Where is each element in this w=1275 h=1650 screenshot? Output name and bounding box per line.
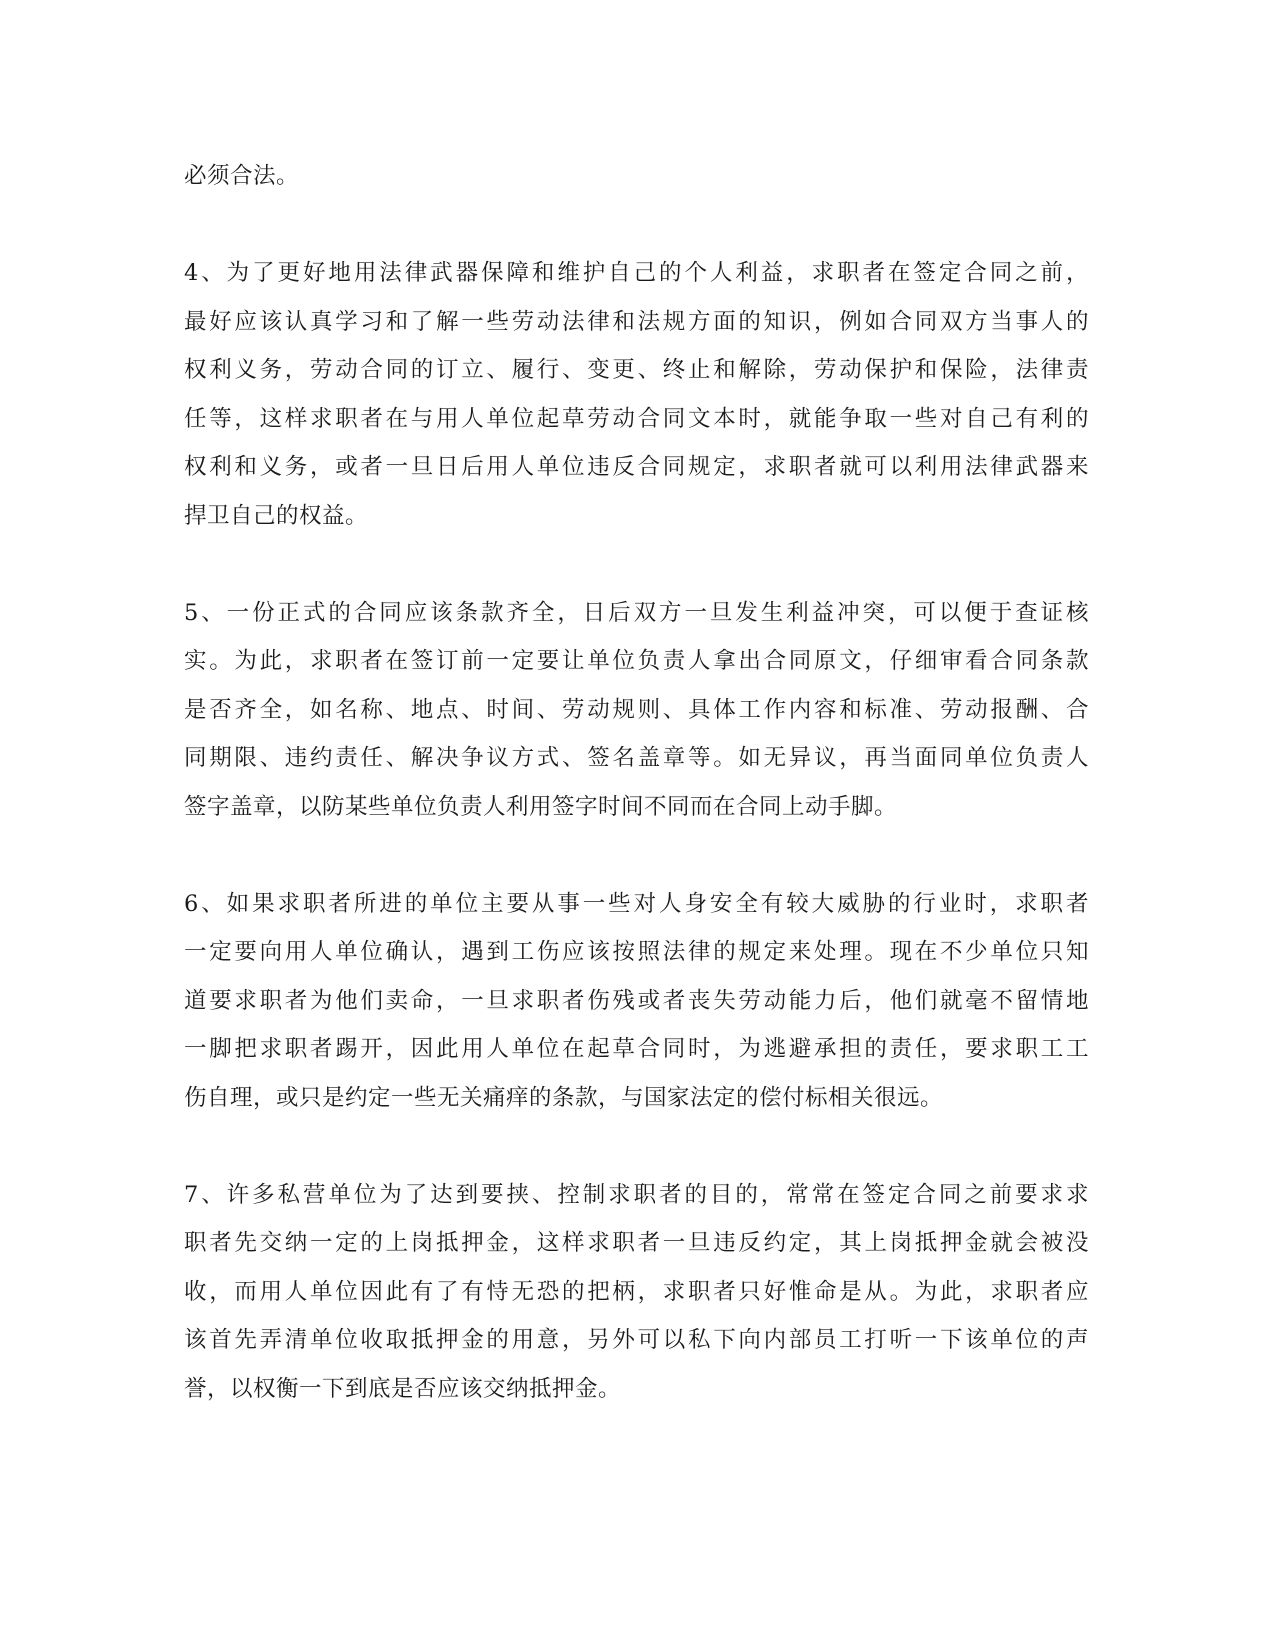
text-line: 捍卫自己的权益。: [184, 502, 369, 529]
text-line: 誉，以权衡一下到底是否应该交纳抵押金。: [184, 1375, 622, 1402]
text-line: 一定要向用人单位确认，遇到工伤应该按照法律的规定来处理。现在不少单位只知: [184, 939, 1089, 965]
text-line: 职者先交纳一定的上岗抵押金，这样求职者一旦违反约定，其上岗抵押金就会被没: [184, 1230, 1089, 1256]
text-line: 是否齐全，如名称、地点、时间、劳动规则、具体工作内容和标准、劳动报酬、合: [184, 696, 1089, 723]
text-line: 收，而用人单位因此有了有恃无恐的把柄，求职者只好惟命是从。为此，求职者应: [184, 1278, 1089, 1305]
paragraph-item-5: [184, 589, 1089, 832]
text-line: 伤自理，或只是约定一些无关痛痒的条款，与国家法定的偿付标相关很远。: [184, 1084, 944, 1111]
text-line: 权利义务，劳动合同的订立、履行、变更、终止和解除，劳动保护和保险，法律责: [184, 357, 1089, 383]
text-line: 实。为此，求职者在签订前一定要让单位负责人拿出合同原文，仔细审看合同条款: [184, 648, 1089, 674]
text-line: 6、如果求职者所进的单位主要从事一些对人身安全有较大威胁的行业时，求职者: [184, 890, 1089, 917]
text-line: 必须合法。: [184, 163, 300, 189]
paragraph-item-6: [184, 880, 1089, 1123]
text-line: 最好应该认真学习和了解一些劳动法律和法规方面的知识，例如合同双方当事人的: [184, 308, 1089, 335]
text-line: 一脚把求职者踢开，因此用人单位在起草合同时，为逃避承担的责任，要求职工工: [184, 1036, 1089, 1062]
text-line: 5、一份正式的合同应该条款齐全，日后双方一旦发生利益冲突，可以便于查证核: [184, 599, 1089, 626]
paragraph-continuation: [184, 152, 1089, 201]
text-line: 同期限、违约责任、解决争议方式、签名盖章等。如无异议，再当面同单位负责人: [184, 745, 1089, 771]
paragraph-item-4: [184, 249, 1089, 540]
paragraph-item-7: [184, 1171, 1089, 1414]
text-line: 权利和义务，或者一旦日后用人单位违反合同规定，求职者就可以利用法律武器来: [184, 454, 1089, 480]
document-body: [184, 152, 1089, 1462]
text-line: 任等，这样求职者在与用人单位起草劳动合同文本时，就能争取一些对自己有利的: [184, 405, 1089, 432]
text-line: 7、许多私营单位为了达到要挟、控制求职者的目的，常常在签定合同之前要求求: [184, 1181, 1089, 1208]
text-line: 该首先弄清单位收取抵押金的用意，另外可以私下向内部员工打听一下该单位的声: [184, 1327, 1089, 1353]
text-line: 道要求职者为他们卖命，一旦求职者伤残或者丧失劳动能力后，他们就毫不留情地: [184, 987, 1089, 1014]
text-line: 4、为了更好地用法律武器保障和维护自己的个人利益，求职者在签定合同之前，: [184, 260, 1089, 286]
text-line: 签字盖章，以防某些单位负责人利用签字时间不同而在合同上动手脚。: [184, 793, 898, 820]
